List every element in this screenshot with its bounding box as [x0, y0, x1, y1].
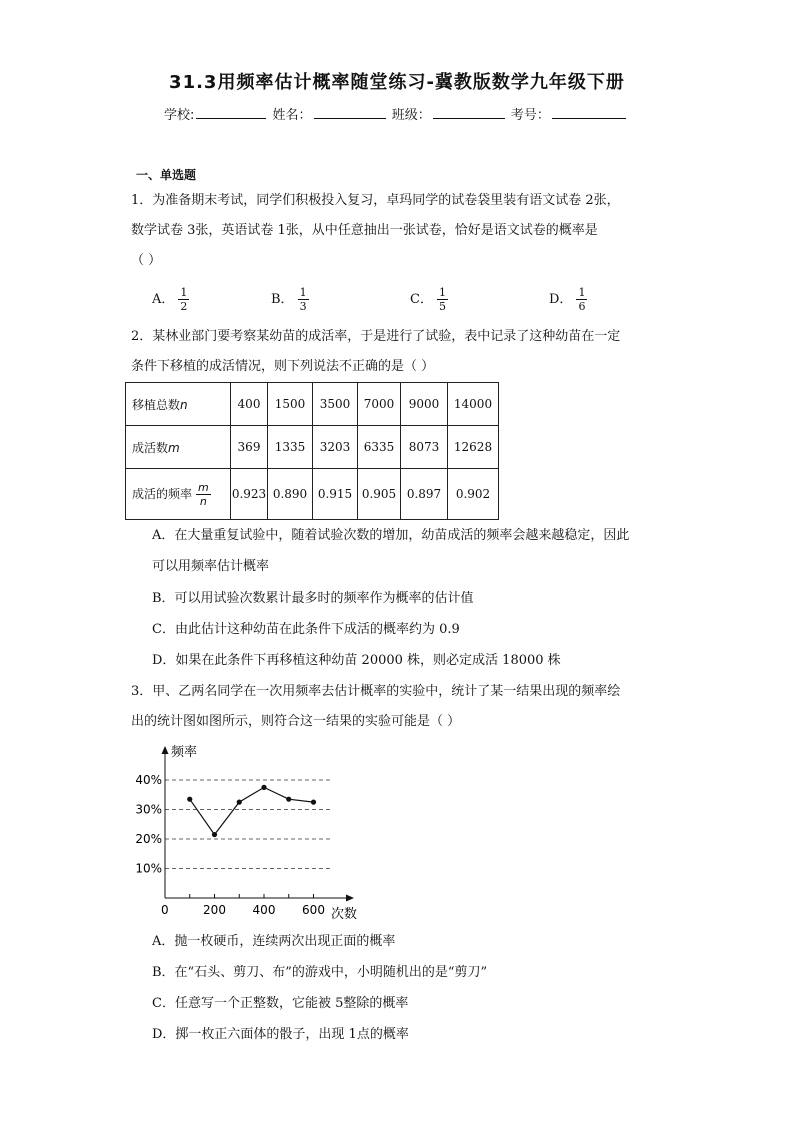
fraction: $\frac{m}{n}$: [198, 480, 209, 508]
x-axis-title: 次数: [331, 907, 358, 922]
q3-option-a[interactable]: A．抛一枚硬币，连续两次出现正面的概率: [152, 934, 396, 949]
table-cell: 3203: [313, 426, 358, 469]
table-cell: 1500: [268, 383, 313, 426]
row-header-frequency: 成活的频率 $\frac{m}{n}$: [126, 469, 231, 520]
q2-option-b[interactable]: B．可以用试验次数累计最多时的频率作为概率的估计值: [152, 591, 474, 606]
section-heading: 一、单选题: [136, 168, 197, 182]
school-label: 学校:: [164, 108, 195, 123]
table-cell: 0.923: [231, 469, 268, 520]
seedling-table: [125, 382, 499, 520]
y-tick-label: 10%: [135, 861, 162, 876]
table-cell: 12628: [448, 426, 499, 469]
data-point: [261, 785, 266, 790]
table-cell: 3500: [313, 383, 358, 426]
table-row: [126, 383, 499, 426]
class-blank[interactable]: [433, 105, 505, 119]
frequency-chart: [125, 738, 375, 928]
page-title: 31.3用频率估计概率随堂练习-冀教版数学九年级下册: [169, 72, 625, 93]
q2-line-2: 条件下移植的成活情况，则下列说法不正确的是（ ）: [131, 359, 435, 374]
table-cell: 6335: [358, 426, 401, 469]
table-cell: 0.902: [448, 469, 499, 520]
q1-option-d[interactable]: D． $\frac{1}{6}$: [549, 286, 586, 313]
q1-line-3: （ ）: [131, 253, 162, 268]
origin-label: 0: [161, 903, 169, 917]
table-cell: 9000: [401, 383, 448, 426]
table-row: [126, 426, 499, 469]
table-cell: 0.897: [401, 469, 448, 520]
data-points: [187, 785, 316, 837]
q2-line-1: 2．某林业部门要考察某幼苗的成活率，于是进行了试验，表中记录了这种幼苗在一定: [131, 329, 621, 344]
y-axis-arrow: [162, 746, 169, 754]
fraction: $\frac{1}{3}$: [299, 286, 307, 313]
fraction: $\frac{1}{6}$: [578, 286, 586, 313]
student-info-line: [164, 104, 628, 123]
q1-option-b[interactable]: B． $\frac{1}{3}$: [271, 286, 307, 313]
q3-option-c[interactable]: C．任意写一个正整数，它能被 5整除的概率: [152, 996, 409, 1011]
tick-labels: [135, 773, 325, 917]
table-cell: 400: [231, 383, 268, 426]
q1-line-1: 1．为准备期末考试，同学们积极投入复习，卓玛同学的试卷袋里装有语文试卷 2张，: [131, 193, 620, 208]
exam-number-label: 考号：: [510, 108, 550, 123]
table-cell: 8073: [401, 426, 448, 469]
q1-line-2: 数学试卷 3张，英语试卷 1张，从中任意抽出一张试卷，恰好是语文试卷的概率是: [131, 223, 598, 238]
table-cell: 14000: [448, 383, 499, 426]
table-row: [126, 469, 499, 520]
table-cell: 7000: [358, 383, 401, 426]
data-point: [212, 832, 217, 837]
data-point: [187, 797, 192, 802]
row-header-total: 移植总数n: [126, 383, 231, 426]
data-point: [311, 800, 316, 805]
data-point: [286, 797, 291, 802]
exam-number-blank[interactable]: [552, 105, 626, 119]
x-tick-label: 600: [302, 903, 325, 917]
table-cell: 0.890: [268, 469, 313, 520]
series-line: [190, 787, 314, 834]
table-cell: 1335: [268, 426, 313, 469]
q2-option-a[interactable]: A．在大量重复试验中，随着试验次数的增加，幼苗成活的频率会越来越稳定，因此: [152, 528, 630, 543]
x-tick-label: 200: [203, 903, 226, 917]
table-cell: 369: [231, 426, 268, 469]
data-point: [237, 800, 242, 805]
q1-option-c[interactable]: C． $\frac{1}{5}$: [410, 286, 446, 313]
q2-option-a-cont: 可以用频率估计概率: [152, 559, 270, 574]
school-blank[interactable]: [196, 105, 266, 119]
q2-option-d[interactable]: D．如果在此条件下再移植这种幼苗 20000 株，则必定成活 18000 株: [152, 653, 561, 668]
grid-lines: [165, 780, 330, 869]
fraction: $\frac{1}{2}$: [180, 286, 188, 313]
class-label: 班级：: [391, 108, 431, 123]
table-cell: 0.915: [313, 469, 358, 520]
y-tick-label: 40%: [135, 773, 162, 787]
y-axis-title: 频率: [171, 745, 198, 760]
q3-line-2: 出的统计图如图所示，则符合这一结果的实验可能是（ ）: [131, 714, 461, 729]
q3-option-b[interactable]: B．在“石头、剪刀、布”的游戏中，小明随机出的是“剪刀”: [152, 965, 488, 980]
q3-option-d[interactable]: D．掷一枚正六面体的骰子，出现 1点的概率: [152, 1027, 409, 1042]
q3-line-1: 3．甲、乙两名同学在一次用频率去估计概率的实验中，统计了某一结果出现的频率绘: [131, 684, 621, 699]
q2-option-c[interactable]: C．由此估计这种幼苗在此条件下成活的概率约为 0.9: [152, 622, 460, 637]
name-label: 姓名：: [272, 108, 312, 123]
row-header-survived: 成活数m: [126, 426, 231, 469]
y-tick-label: 20%: [135, 832, 162, 846]
x-axis-arrow: [346, 895, 354, 902]
x-tick-label: 400: [252, 903, 276, 917]
y-tick-label: 30%: [135, 802, 162, 817]
fraction: $\frac{1}{5}$: [438, 286, 446, 313]
name-blank[interactable]: [314, 105, 386, 119]
table-cell: 0.905: [358, 469, 401, 520]
q1-option-a[interactable]: A． $\frac{1}{2}$: [152, 286, 188, 313]
